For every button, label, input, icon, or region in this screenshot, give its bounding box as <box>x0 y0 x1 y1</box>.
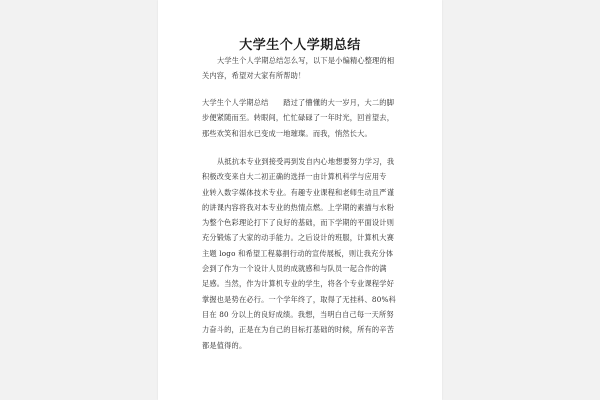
paragraph-line: 业转入数字媒体技术专业。有趣专业课程和老师生动且严谨 <box>202 187 395 197</box>
paragraph-line: 充分锻炼了大家的动手能力。之后设计的班服，计算机大赛 <box>202 233 395 243</box>
paragraph-line: 的讲课内容将我对本专业的热情点燃。上学期的素描与水粉 <box>202 202 395 212</box>
intro-paragraph <box>202 53 414 84</box>
paragraph-line: 掌握也是势在必行。一个学年终了，取得了无挂科、80%科 <box>202 294 396 304</box>
paragraph-line: 大学生个人学期总结 踏过了懵懂的大一岁月，大二的脚 <box>202 98 395 107</box>
paragraph-line: 目在 80 分以上的良好成绩。我想，当明白自己每一天所努 <box>202 309 394 319</box>
paragraph-line: 为整个色彩理论打下了良好的基础，而下学期的平面设计则 <box>202 218 395 228</box>
paragraph-line: 足感。当然，作为计算机专业的学生，将各个专业课程学好 <box>202 279 395 289</box>
document-page <box>158 0 442 400</box>
paragraph-line: 都是值得的。 <box>202 340 247 350</box>
section-paragraph <box>202 95 414 141</box>
paragraph-line: 会到了作为一个设计人员的成就感和与队员一起合作的满 <box>202 264 387 274</box>
paragraph-line: 那些欢笑和泪水已变成一地璀璨。而我，悄然长大。 <box>202 128 372 138</box>
paragraph-line: 力奋斗的，正是在为自己的目标打基础的时候，所有的辛苦 <box>202 325 395 335</box>
paragraph-line: 主题 logo 和希望工程募捐行动的宣传展板，则让我充分体 <box>202 248 394 258</box>
document-title: 大学生个人学期总结 <box>239 38 361 53</box>
paragraph-line: 步便紧随而至。转眼间，忙忙碌碌了一年时光，回首望去， <box>202 113 395 123</box>
paragraph-line: 积极改变来自大二初正确的选择一由计算机科学与应用专 <box>202 172 387 182</box>
paragraph-line: 关内容，希望对大家有所帮助！ <box>202 71 306 81</box>
paragraph-line: 从抵抗本专业到接受再到发自内心地想要努力学习，我 <box>217 157 395 166</box>
body-paragraph <box>202 154 414 353</box>
paragraph-line: 大学生个人学期总结怎么写，以下是小编精心整理的相 <box>217 56 395 65</box>
